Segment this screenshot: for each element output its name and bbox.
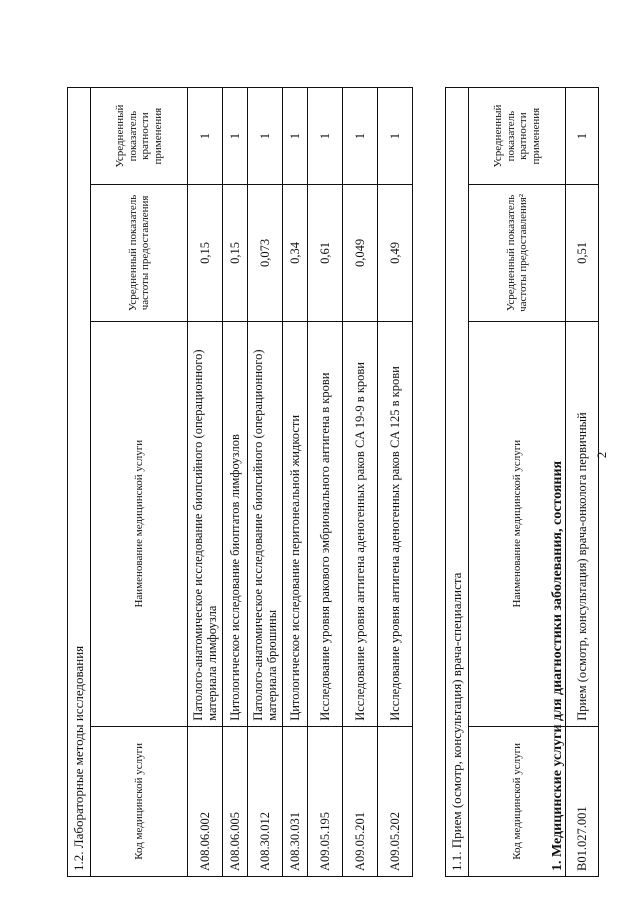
service-code: A08.30.031	[283, 726, 308, 876]
table-row	[566, 88, 599, 877]
table-row	[283, 88, 308, 877]
service-name: Патолого-анатомическое исследование биопсийного (операционного) материала лимфоузла	[188, 321, 223, 726]
table-row	[343, 88, 378, 877]
service-multiplicity: 1	[378, 88, 413, 185]
header-frequency: Усредненный показатель частоты предоставления²	[469, 185, 566, 321]
header-name: Наименование медицинской услуги	[91, 321, 188, 726]
table-row	[188, 88, 223, 877]
table-row	[308, 88, 343, 877]
service-frequency: 0,51	[566, 185, 599, 321]
header-code: Код медицинской услуги	[469, 726, 566, 876]
service-multiplicity: 1	[566, 88, 599, 185]
consultation-table	[445, 87, 599, 877]
service-name: Исследование уровня антигена аденогенных раков CA 125 в крови	[378, 321, 413, 726]
service-name: Исследование уровня антигена аденогенных раков CA 19-9 в крови	[343, 321, 378, 726]
service-name: Патолого-анатомическое исследование биопсийного (операционного) материала брюшины	[248, 321, 283, 726]
service-frequency: 0,61	[308, 185, 343, 321]
service-frequency: 0,15	[223, 185, 248, 321]
service-name: Исследование уровня ракового эмбрионального антигена в крови	[308, 321, 343, 726]
service-name: Прием (осмотр, консультация) врача-онколога первичный	[566, 321, 599, 726]
service-multiplicity: 1	[283, 88, 308, 185]
service-multiplicity: 1	[248, 88, 283, 185]
service-name: Цитологическое исследование биоптатов лимфоузлов	[223, 321, 248, 726]
table-header-row	[91, 88, 188, 877]
table-row	[248, 88, 283, 877]
page-number: 2	[594, 451, 609, 459]
header-multiplicity: Усредненный показатель кратности применения	[469, 88, 566, 185]
table-row	[223, 88, 248, 877]
service-frequency: 0,15	[188, 185, 223, 321]
service-frequency: 0,49	[378, 185, 413, 321]
service-multiplicity: 1	[188, 88, 223, 185]
service-frequency: 0,073	[248, 185, 283, 321]
service-multiplicity: 1	[308, 88, 343, 185]
service-multiplicity: 1	[343, 88, 378, 185]
table-row	[378, 88, 413, 877]
service-code: A09.05.195	[308, 726, 343, 876]
service-name: Цитологическое исследование перитонеальной жидкости	[283, 321, 308, 726]
service-code: A08.30.012	[248, 726, 283, 876]
service-code: A09.05.202	[378, 726, 413, 876]
header-multiplicity: Усредненный показатель кратности применения	[91, 88, 188, 185]
lab-methods-table	[67, 87, 413, 877]
header-name: Наименование медицинской услуги	[469, 321, 566, 726]
service-frequency: 0,34	[283, 185, 308, 321]
service-multiplicity: 1	[223, 88, 248, 185]
header-frequency: Усредненный показатель частоты предоставления	[91, 185, 188, 321]
service-code: B01.027.001	[566, 726, 599, 876]
section-heading: 1. Медицинские услуги для диагностики заболевания, состояния	[550, 460, 565, 871]
service-code: A08.06.005	[223, 726, 248, 876]
header-code: Код медицинской услуги	[91, 726, 188, 876]
service-code: A09.05.201	[343, 726, 378, 876]
service-frequency: 0,049	[343, 185, 378, 321]
service-code: A08.06.002	[188, 726, 223, 876]
table-header-row	[469, 88, 566, 877]
table-title: 1.2. Лабораторные методы исследования	[68, 88, 91, 877]
table-title: 1.1. Прием (осмотр, консультация) врача-специалиста	[446, 88, 469, 877]
